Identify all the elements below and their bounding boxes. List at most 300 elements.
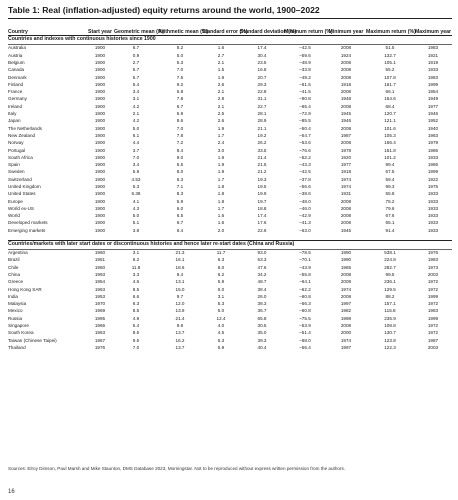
value-cell: 1972 [427,286,439,292]
section-title: Countries and indexes with continuous histories since 1900 [8,36,452,45]
value-cell: 235.9 [384,315,396,321]
value-cell: –60.8 [299,308,311,314]
value-cell: 1983 [427,132,439,138]
value-cell: 26.0 [257,293,267,299]
value-cell: 1982 [340,308,352,314]
value-cell: 16.2 [175,337,185,343]
value-cell: 1900 [94,125,106,131]
value-cell: 21.3 [175,250,185,256]
country-cell: Singapore [8,323,29,329]
value-cell: 4.9 [132,315,140,321]
value-cell: 4.6 [132,279,140,285]
value-cell: 13.9 [175,308,185,314]
value-cell: 1900 [94,74,106,80]
country-cell: Australia [8,45,26,51]
value-cell: 154.6 [384,96,396,102]
country-cell: Greece [8,279,24,285]
value-cell: 1977 [427,103,439,109]
value-cell: 1999 [427,169,439,175]
value-cell: 18.8 [257,205,267,211]
table-row [8,74,452,81]
value-cell: 1977 [340,162,352,168]
value-cell: –59.6 [299,52,311,58]
value-cell: 108.8 [384,323,396,329]
value-cell: 9.0 [176,154,184,160]
country-cell: Austria [8,52,23,58]
value-cell: –62.2 [299,286,311,292]
value-cell: 1.7 [217,132,225,138]
value-cell: –65.4 [299,103,311,109]
value-cell: 6.5 [176,213,184,219]
table-row [8,169,452,176]
value-cell: 16.1 [175,257,185,263]
value-cell: 79.6 [385,205,395,211]
value-cell: 1900 [94,96,106,102]
value-cell: 30.5 [257,323,267,329]
value-cell: 1999 [427,315,439,321]
value-cell: 88.2 [385,293,395,299]
country-cell: Europe [8,198,23,204]
value-cell: 130.7 [384,330,396,336]
country-cell: Russia [8,315,23,321]
country-cell: Belgium [8,59,25,65]
value-cell: 1.8 [217,191,225,197]
value-cell: 1900 [94,191,106,197]
value-cell: 6.1 [132,132,140,138]
value-cell: 1900 [94,169,106,175]
value-cell: 38.4 [257,286,267,292]
value-cell: 1970 [94,301,106,307]
value-cell: 1933 [427,205,439,211]
value-cell: 6.7 [176,220,184,226]
value-cell: 1900 [94,227,106,233]
value-cell: 1990 [340,250,352,256]
value-cell: –50.4 [299,125,311,131]
value-cell: 5.4 [132,81,140,87]
value-cell: 7.0 [176,125,184,131]
value-cell: 5.3 [217,301,225,307]
value-cell: 6.6 [132,293,140,299]
value-cell: 99.3 [385,183,395,189]
value-cell: 21.2 [257,169,267,175]
table-row [8,67,452,74]
value-cell: 16.8 [257,67,267,73]
value-cell: 1986 [427,162,439,168]
value-cell: 1987 [340,132,352,138]
value-cell: –85.5 [299,118,311,124]
value-cell: –56.3 [299,301,311,307]
table-row [8,279,452,286]
value-cell: 4.5 [217,330,225,336]
value-cell: 8.4 [176,147,184,153]
value-cell: 2.0 [217,227,225,233]
value-cell: 1933 [427,67,439,73]
value-cell: 30.4 [257,52,267,58]
table-row [8,118,452,125]
value-cell: 1900 [94,213,106,219]
column-header: Standard error (%) [202,29,248,35]
value-cell: –52.2 [299,154,311,160]
country-cell: New Zealand [8,132,36,138]
value-cell: 1.7 [217,176,225,182]
value-cell: 66.1 [385,89,395,95]
value-cell: 5.1 [132,220,140,226]
country-cell: Germany [8,96,27,102]
table-row [8,198,452,205]
country-cell: Chile [8,264,19,270]
country-cell: Portugal [8,147,26,153]
country-cell: Finland [8,81,24,87]
value-cell: 1999 [427,81,439,87]
value-cell: 7.0 [176,67,184,73]
table-title: Table 1: Real (inflation-adjusted) equity returns around the world, 1900–2022 [8,5,320,15]
value-cell: –56.6 [299,183,311,189]
country-cell: Hong Kong SAR [8,286,42,292]
value-cell: 12.0 [175,301,185,307]
value-cell: 1900 [94,52,106,58]
value-cell: 8.0 [176,169,184,175]
country-cell: Emerging markets [8,227,46,233]
value-cell: –55.8 [299,271,311,277]
section-heading [8,240,452,249]
value-cell: 2008 [340,67,352,73]
value-cell: 2008 [340,213,352,219]
value-cell: 6.7 [132,45,140,51]
value-cell: 38.3 [257,301,267,307]
column-header: Minimum year [328,29,364,35]
value-cell: 1974 [340,176,352,182]
table-row [8,206,452,213]
country-cell: Mexico [8,308,23,314]
value-cell: 55.2 [385,67,395,73]
value-cell: 1972 [427,323,439,329]
value-cell: 6.7 [176,103,184,109]
value-cell: –37.8 [299,176,311,182]
value-cell: –76.6 [299,147,311,153]
value-cell: 1.9 [217,169,225,175]
country-cell: South Africa [8,154,33,160]
value-cell: 5.0 [217,286,225,292]
table-row [8,89,452,96]
value-cell: 1976 [94,344,106,350]
value-cell: 23.5 [257,59,267,65]
value-cell: 1997 [340,301,352,307]
value-cell: 2.5 [217,111,225,117]
value-cell: 1978 [340,147,352,153]
value-cell: 22.7 [257,103,267,109]
value-cell: 6.4 [176,227,184,233]
value-cell: –60.8 [299,293,311,299]
value-cell: 166.4 [384,140,396,146]
value-cell: 5.3 [132,183,140,189]
value-cell: 236.1 [384,279,396,285]
value-cell: 123.8 [384,337,396,343]
country-cell: United States [8,191,36,197]
country-cell: Ireland [8,103,23,109]
value-cell: 8.5 [132,330,140,336]
country-cell: World ex-US [8,205,34,211]
value-cell: 26.2 [257,140,267,146]
value-cell: 121.1 [384,118,396,124]
value-cell: –61.5 [299,81,311,87]
table-row [8,147,452,154]
value-cell: 1933 [427,154,439,160]
value-cell: 75.2 [385,198,395,204]
table-row [8,52,452,59]
value-cell: 91.4 [385,227,395,233]
value-cell: 6.3 [176,176,184,182]
value-cell: 65.1 [385,220,395,226]
value-cell: 13.7 [175,330,185,336]
value-cell: 1900 [94,45,106,51]
value-cell: 7.0 [132,344,140,350]
country-cell: Japan [8,118,21,124]
table-row [8,191,452,198]
value-cell: –54.7 [299,132,311,138]
value-cell: 9.6 [176,323,184,329]
value-cell: 1900 [94,81,106,87]
value-cell: 2.8 [217,96,225,102]
table-row [8,96,452,103]
country-cell: Sweden [8,169,25,175]
value-cell: 1983 [427,74,439,80]
value-cell: 5.3 [176,59,184,65]
table-row [8,103,452,110]
value-cell: 2008 [340,220,352,226]
table-row [8,220,452,227]
value-cell: 132.7 [384,52,396,58]
value-cell: 2008 [340,279,352,285]
value-cell: –42.5 [299,169,311,175]
value-cell: 2008 [340,205,352,211]
value-cell: 2.7 [217,52,225,58]
country-cell: Spain [8,162,20,168]
value-cell: 2.1 [217,89,225,95]
value-cell: 1900 [94,118,106,124]
table-row [8,45,452,53]
value-cell: 3.4 [132,89,140,95]
value-cell: 8.6 [176,118,184,124]
country-cell: Developed markets [8,220,48,226]
value-cell: 4.0 [217,323,225,329]
value-cell: 1949 [427,96,439,102]
value-cell: 2008 [340,103,352,109]
value-cell: –49.2 [299,74,311,80]
value-cell: 1900 [94,205,106,211]
value-cell: 2000 [340,330,352,336]
value-cell: 21.1 [257,125,267,131]
value-cell: 1900 [94,67,106,73]
value-cell: 1987 [427,337,439,343]
table-row [8,81,452,88]
value-cell: 1918 [340,169,352,175]
value-cell: 1952 [427,118,439,124]
value-cell: 5.0 [176,52,184,58]
table-row [8,154,452,161]
table-row [8,162,452,169]
country-cell: Norway [8,140,24,146]
value-cell: 3.1 [217,293,225,299]
value-cell: 65.8 [257,315,267,321]
value-cell: 1953 [94,293,106,299]
value-cell: –56.4 [299,344,311,350]
country-cell: The Netherlands [8,125,42,131]
value-cell: 12.4 [216,315,226,321]
table-row [8,301,452,308]
value-cell: 7.2 [176,140,184,146]
value-cell: 1976 [427,250,439,256]
value-cell: 7.8 [176,132,184,138]
value-cell: 1986 [427,147,439,153]
value-cell: 1.8 [217,183,225,189]
value-cell: 28.9 [257,118,267,124]
value-cell: 21.4 [175,315,185,321]
value-cell: 29.3 [257,81,267,87]
value-cell: 1963 [94,286,106,292]
value-cell: 538.1 [384,250,396,256]
value-cell: 8.5 [132,308,140,314]
value-cell: 67.5 [385,169,395,175]
value-cell: 1948 [340,96,352,102]
value-cell: 5.0 [217,308,225,314]
value-cell: 122.3 [384,344,396,350]
value-cell: 13.7 [175,344,185,350]
value-cell: 1966 [94,323,106,329]
value-cell: 1983 [427,45,439,51]
value-cell: 105.3 [384,132,396,138]
value-cell: –53.6 [299,140,311,146]
value-cell: 1945 [340,111,352,117]
table-row [8,133,452,140]
value-cell: 1998 [340,315,352,321]
value-cell: 7.5 [176,74,184,80]
value-cell: 105.1 [384,59,396,65]
column-header: Maximum return (%) [366,29,416,35]
value-cell: 1933 [427,213,439,219]
section-heading [8,36,452,45]
value-cell: 3.4 [132,162,140,168]
value-cell: 19.7 [257,198,267,204]
value-cell: 3.7 [132,147,140,153]
value-cell: 93.0 [257,250,267,256]
value-cell: 51.5 [385,45,395,51]
value-cell: 19.3 [257,176,267,182]
value-cell: 107.8 [384,74,396,80]
value-cell: –75.5 [299,315,311,321]
country-cell: United Kingdom [8,183,41,189]
value-cell: 53.3 [257,257,267,263]
value-cell: 1900 [94,147,106,153]
value-cell: 5.5 [176,162,184,168]
value-cell: 1990 [340,257,352,263]
value-cell: 0.9 [132,52,140,58]
value-cell: 68.4 [385,103,395,109]
table-row [8,257,452,264]
value-cell: 2008 [340,271,352,277]
value-cell: 1.9 [217,125,225,131]
value-cell: 17.6 [257,220,267,226]
table-row [8,345,452,352]
column-header: Country [8,29,28,35]
country-cell: Denmark [8,74,27,80]
value-cell: 1954 [94,279,106,285]
country-cell: India [8,293,18,299]
value-cell: 3.0 [217,147,225,153]
value-cell: 1900 [94,162,106,168]
value-cell: 35.0 [257,330,267,336]
value-cell: –51.4 [299,330,311,336]
value-cell: 2008 [340,140,352,146]
value-cell: 5.3 [217,337,225,343]
value-cell: 1900 [94,198,106,204]
value-cell: –63.0 [299,227,311,233]
value-cell: 33.5 [257,147,267,153]
value-cell: 1940 [427,125,439,131]
value-cell: 13.1 [175,279,185,285]
value-cell: 5.7 [132,67,140,73]
value-cell: 6.0 [176,205,184,211]
value-cell: 1900 [94,183,106,189]
value-cell: 4.2 [132,103,140,109]
value-cell: 67.6 [385,213,395,219]
value-cell: 8.3 [176,191,184,197]
value-cell: –42.5 [299,45,311,51]
value-cell: –43.9 [299,264,311,270]
value-cell: 9.5 [132,337,140,343]
value-cell: 2.6 [217,118,225,124]
value-cell: –42.9 [299,213,311,219]
value-cell: 1.8 [217,198,225,204]
value-cell: 1972 [427,330,439,336]
column-header: Start year [88,29,112,35]
value-cell: 4.1 [132,198,140,204]
value-cell: 2003 [427,271,439,277]
table-row [8,111,452,118]
value-cell: 1973 [427,264,439,270]
value-cell: 28.1 [257,111,267,117]
value-cell: 1945 [340,227,352,233]
value-cell: 1946 [340,118,352,124]
value-cell: 19.5 [257,183,267,189]
table-row [8,272,452,279]
value-cell: 1920 [340,154,352,160]
column-header: Geometric mean (%) [114,29,165,35]
country-cell: Switzerland [8,176,32,182]
country-cell: World [8,213,20,219]
value-cell: 1900 [94,132,106,138]
value-cell: 1.6 [217,220,225,226]
value-cell: 2008 [340,74,352,80]
value-cell: 2008 [340,125,352,131]
value-cell: 2008 [340,59,352,65]
value-cell: 8.2 [176,45,184,51]
value-cell: 151.8 [384,147,396,153]
value-cell: 1.9 [217,154,225,160]
value-cell: 282.7 [384,264,396,270]
value-cell: 1995 [94,315,106,321]
value-cell: 8.5 [132,286,140,292]
value-cell: 157.1 [384,301,396,307]
value-cell: –41.5 [299,89,311,95]
value-cell: 40.4 [257,344,267,350]
value-cell: 2008 [340,45,352,51]
value-cell: 101.2 [384,154,396,160]
value-cell: 6.2 [132,257,140,263]
value-cell: 7.1 [176,183,184,189]
value-cell: 18.6 [175,264,185,270]
value-cell: 5.8 [176,89,184,95]
value-cell: 1951 [94,257,106,263]
